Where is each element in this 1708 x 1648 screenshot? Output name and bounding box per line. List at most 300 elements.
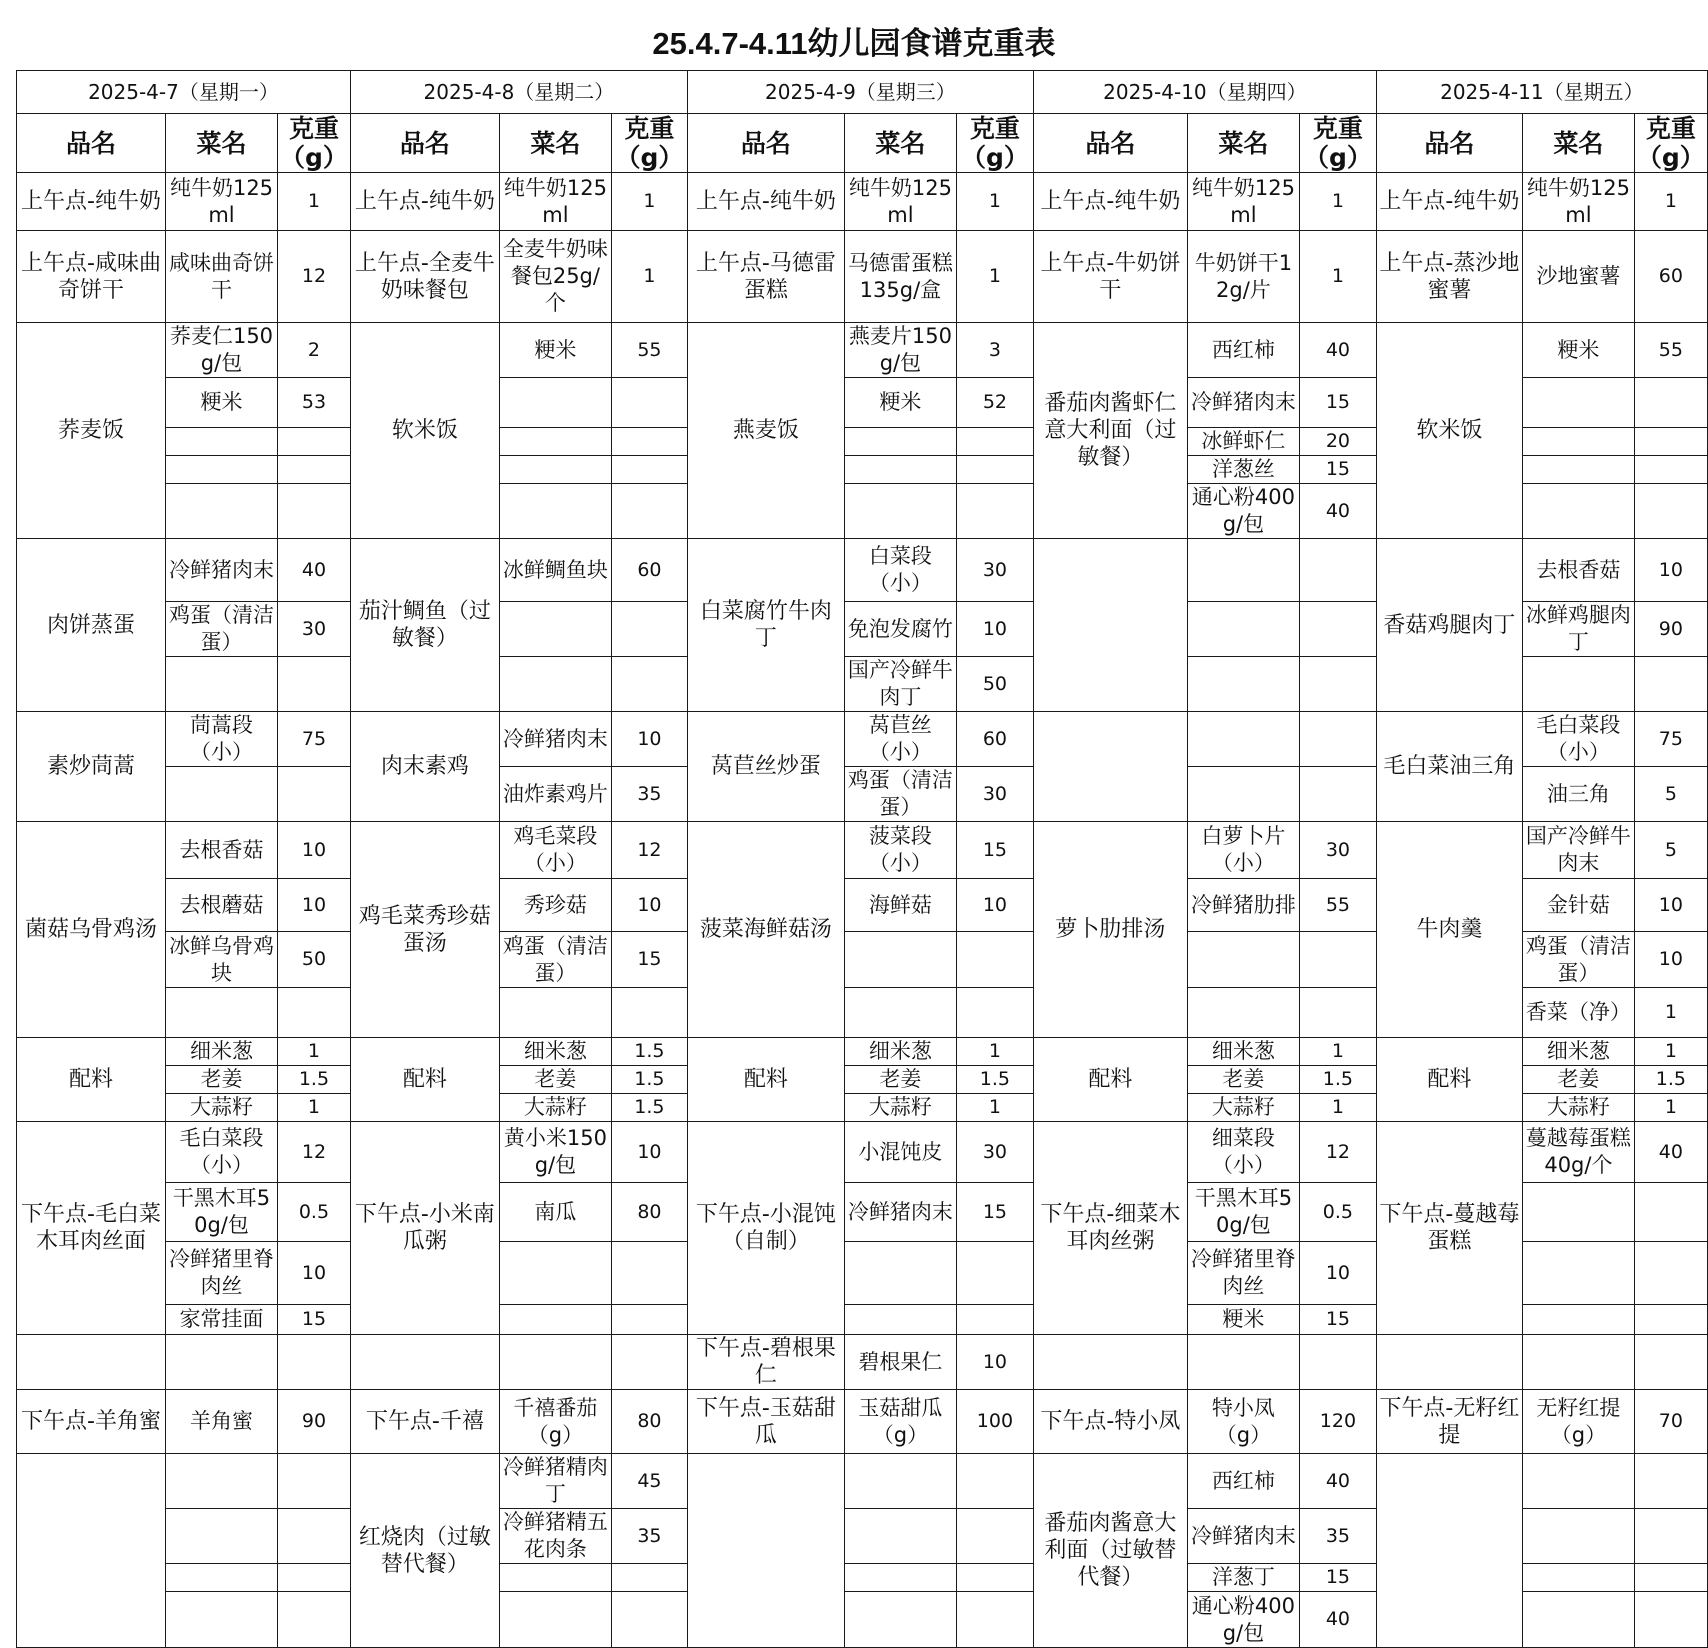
dish-name-cell [166,767,278,822]
dish-name-cell: 细米葱 [844,1038,956,1066]
dish-name-cell [499,1335,611,1390]
weight-cell: 10 [611,879,687,932]
dish-name-cell: 通心粉400g/包 [1187,484,1299,539]
weight-cell: 1 [1299,231,1376,323]
dish-name-cell: 老姜 [1187,1066,1299,1094]
item-name-cell [1376,1454,1522,1648]
weight-cell: 0.5 [278,1183,351,1242]
weight-cell: 1.5 [611,1094,687,1122]
weight-cell: 80 [611,1183,687,1242]
weight-cell: 10 [956,602,1033,657]
item-name-cell: 上午点-纯牛奶 [17,173,166,231]
dish-name-cell [1187,1335,1299,1390]
dish-name-cell: 冰鲜虾仁 [1187,428,1299,456]
col-header-weight: 克重（g） [956,114,1033,173]
item-name-cell [17,1335,166,1390]
dish-name-cell [499,378,611,428]
weight-cell [956,988,1033,1038]
dish-name-cell: 细米葱 [166,1038,278,1066]
weight-cell: 30 [956,1122,1033,1183]
weight-cell [1299,539,1376,602]
dish-name-cell: 老姜 [844,1066,956,1094]
dish-name-cell: 粳米 [1522,323,1634,378]
weight-cell: 30 [1299,822,1376,879]
dish-name-cell: 香菜（净） [1522,988,1634,1038]
dish-name-cell: 白菜段（小） [844,539,956,602]
col-header-item-name: 品名 [1033,114,1187,173]
dish-name-cell: 免泡发腐竹 [844,602,956,657]
item-name-cell: 番茄肉酱意大利面（过敏替代餐） [1033,1454,1187,1648]
dish-name-cell: 冷鲜猪肉末 [844,1183,956,1242]
item-name-cell: 下午点-玉菇甜瓜 [687,1390,844,1454]
dish-name-cell: 冷鲜猪里脊肉丝 [166,1242,278,1305]
dish-name-cell: 冷鲜猪肉末 [166,539,278,602]
day-header: 2025-4-11（星期五） [1376,71,1707,114]
item-name-cell: 配料 [687,1038,844,1122]
weight-cell: 60 [611,539,687,602]
weight-cell: 1 [1634,1038,1707,1066]
weight-cell [956,456,1033,484]
dish-name-cell: 纯牛奶125ml [1522,173,1634,231]
col-header-item-name: 品名 [687,114,844,173]
dish-name-cell [166,1335,278,1390]
weight-cell [278,484,351,539]
weight-cell: 10 [611,1122,687,1183]
weight-cell [956,484,1033,539]
dish-name-cell [844,484,956,539]
dish-name-cell: 细米葱 [1522,1038,1634,1066]
dish-name-cell [499,602,611,657]
weight-cell: 15 [1299,456,1376,484]
weight-cell: 120 [1299,1390,1376,1454]
weight-cell [1634,1454,1707,1509]
item-name-cell: 软米饭 [1376,323,1522,539]
weight-cell [611,1242,687,1305]
item-name-cell: 白菜腐竹牛肉丁 [687,539,844,712]
dish-name-cell: 老姜 [1522,1066,1634,1094]
weight-cell: 75 [278,712,351,767]
dish-name-cell: 国产冷鲜牛肉丁 [844,657,956,712]
dish-name-cell: 纯牛奶125ml [844,173,956,231]
dish-name-cell: 去根香菇 [1522,539,1634,602]
weight-cell: 35 [1299,1509,1376,1564]
weight-cell: 1 [278,173,351,231]
item-name-cell: 上午点-牛奶饼干 [1033,231,1187,323]
item-name-cell: 配料 [350,1038,499,1122]
dish-name-cell: 冷鲜猪里脊肉丝 [1187,1242,1299,1305]
item-name-cell [687,1454,844,1648]
weight-cell [611,657,687,712]
weight-cell [956,1305,1033,1335]
item-name-cell: 上午点-纯牛奶 [350,173,499,231]
dish-name-cell [844,932,956,988]
dish-name-cell [499,1305,611,1335]
dish-name-cell: 去根蘑菇 [166,879,278,932]
page-title: 25.4.7-4.11幼儿园食谱克重表 [652,26,1056,61]
dish-name-cell [1522,657,1634,712]
item-name-cell: 上午点-马德雷蛋糕 [687,231,844,323]
col-header-dish-name: 菜名 [844,114,956,173]
weight-cell [1634,484,1707,539]
dish-name-cell: 纯牛奶125ml [166,173,278,231]
weight-cell [1299,767,1376,822]
col-header-weight: 克重（g） [1634,114,1707,173]
weight-cell: 80 [611,1390,687,1454]
dish-name-cell: 冰鲜鲷鱼块 [499,539,611,602]
weight-cell: 50 [278,932,351,988]
dish-name-cell: 荞麦仁150g/包 [166,323,278,378]
weight-cell [1299,602,1376,657]
weight-cell [611,602,687,657]
dish-name-cell: 毛白菜段（小） [166,1122,278,1183]
dish-name-cell: 燕麦片150g/包 [844,323,956,378]
weight-cell [278,1564,351,1592]
item-name-cell: 荞麦饭 [17,323,166,539]
dish-name-cell: 菠菜段（小） [844,822,956,879]
weight-cell [278,1454,351,1509]
dish-name-cell: 咸味曲奇饼干 [166,231,278,323]
dish-name-cell: 去根香菇 [166,822,278,879]
dish-name-cell: 毛白菜段（小） [1522,712,1634,767]
dish-name-cell [1522,456,1634,484]
item-name-cell: 下午点-毛白菜木耳肉丝面 [17,1122,166,1335]
dish-name-cell: 洋葱丁 [1187,1564,1299,1592]
weight-cell: 1.5 [956,1066,1033,1094]
weight-cell: 50 [956,657,1033,712]
item-name-cell: 上午点-全麦牛奶味餐包 [350,231,499,323]
dish-name-cell [1187,767,1299,822]
dish-name-cell: 老姜 [166,1066,278,1094]
weight-cell: 0.5 [1299,1183,1376,1242]
weight-cell: 1 [1299,1038,1376,1066]
dish-name-cell: 玉菇甜瓜（g） [844,1390,956,1454]
dish-name-cell: 特小凤（g） [1187,1390,1299,1454]
weight-cell: 12 [278,231,351,323]
weight-cell [1634,428,1707,456]
weight-cell [956,1564,1033,1592]
weight-cell: 1.5 [278,1066,351,1094]
weight-cell: 55 [1634,323,1707,378]
weight-cell: 15 [1299,378,1376,428]
dish-name-cell [499,657,611,712]
dish-name-cell [1522,484,1634,539]
menu-weight-table [16,70,1708,1648]
weight-cell: 60 [956,712,1033,767]
dish-name-cell [166,657,278,712]
dish-name-cell [1522,1183,1634,1242]
weight-cell: 1 [611,231,687,323]
weight-cell: 15 [1299,1564,1376,1592]
dish-name-cell: 蔓越莓蛋糕40g/个 [1522,1122,1634,1183]
weight-cell: 100 [956,1390,1033,1454]
weight-cell: 40 [1299,1592,1376,1648]
weight-cell: 10 [956,879,1033,932]
day-header: 2025-4-8（星期二） [350,71,687,114]
item-name-cell: 配料 [1376,1038,1522,1122]
dish-name-cell: 细米葱 [499,1038,611,1066]
weight-cell [956,1509,1033,1564]
weight-cell: 2 [278,323,351,378]
dish-name-cell: 小混饨皮 [844,1122,956,1183]
weight-cell: 10 [1299,1242,1376,1305]
item-name-cell: 肉饼蒸蛋 [17,539,166,712]
weight-cell [1299,1335,1376,1390]
dish-name-cell: 牛奶饼干12g/片 [1187,231,1299,323]
weight-cell [1634,1183,1707,1242]
dish-name-cell: 干黑木耳50g/包 [1187,1183,1299,1242]
weight-cell: 3 [956,323,1033,378]
weight-cell [278,456,351,484]
weight-cell [611,988,687,1038]
dish-name-cell [1187,988,1299,1038]
weight-cell [611,1592,687,1648]
weight-cell: 1 [1634,988,1707,1038]
dish-name-cell: 鸡蛋（清洁蛋） [844,767,956,822]
weight-cell [1634,1509,1707,1564]
weight-cell: 10 [956,1335,1033,1390]
weight-cell: 60 [1634,231,1707,323]
dish-name-cell [499,988,611,1038]
weight-cell: 1 [611,173,687,231]
weight-cell: 40 [1299,484,1376,539]
dish-name-cell: 海鲜菇 [844,879,956,932]
weight-cell: 1 [956,1094,1033,1122]
weight-cell [611,484,687,539]
weight-cell: 10 [611,712,687,767]
item-name-cell: 上午点-蒸沙地蜜薯 [1376,231,1522,323]
weight-cell: 52 [956,378,1033,428]
item-name-cell: 毛白菜油三角 [1376,712,1522,822]
weight-cell: 10 [1634,539,1707,602]
dish-name-cell [1522,1592,1634,1648]
dish-name-cell: 鸡蛋（清洁蛋） [499,932,611,988]
dish-name-cell: 南瓜 [499,1183,611,1242]
dish-name-cell: 粳米 [166,378,278,428]
dish-name-cell [844,428,956,456]
item-name-cell: 配料 [1033,1038,1187,1122]
weight-cell: 5 [1634,822,1707,879]
weight-cell [611,378,687,428]
item-name-cell [350,1335,499,1390]
dish-name-cell: 全麦牛奶味餐包25g/个 [499,231,611,323]
dish-name-cell: 通心粉400g/包 [1187,1592,1299,1648]
item-name-cell: 茄汁鲷鱼（过敏餐） [350,539,499,712]
weight-cell [611,456,687,484]
weight-cell: 1 [1299,1094,1376,1122]
weight-cell: 1.5 [1299,1066,1376,1094]
item-name-cell: 下午点-碧根果仁 [687,1335,844,1390]
weight-cell: 12 [278,1122,351,1183]
weight-cell [278,1509,351,1564]
col-header-dish-name: 菜名 [499,114,611,173]
weight-cell: 15 [1299,1305,1376,1335]
weight-cell: 1 [278,1038,351,1066]
item-name-cell: 下午点-蔓越莓蛋糕 [1376,1122,1522,1335]
dish-name-cell: 洋葱丝 [1187,456,1299,484]
item-name-cell: 牛肉羹 [1376,822,1522,1038]
item-name-cell: 配料 [17,1038,166,1122]
dish-name-cell: 西红柿 [1187,1454,1299,1509]
weight-cell: 30 [956,767,1033,822]
weight-cell [956,1454,1033,1509]
col-header-item-name: 品名 [1376,114,1522,173]
dish-name-cell [844,1305,956,1335]
weight-cell: 40 [1299,323,1376,378]
dish-name-cell: 无籽红提（g） [1522,1390,1634,1454]
dish-name-cell: 碧根果仁 [844,1335,956,1390]
dish-name-cell [166,988,278,1038]
weight-cell: 1 [278,1094,351,1122]
dish-name-cell: 老姜 [499,1066,611,1094]
weight-cell [1634,1335,1707,1390]
weight-cell: 30 [278,602,351,657]
weight-cell: 10 [278,822,351,879]
dish-name-cell [844,1564,956,1592]
dish-name-cell [1522,1335,1634,1390]
item-name-cell: 番茄肉酱虾仁意大利面（过敏餐） [1033,323,1187,539]
item-name-cell: 萝卜肋排汤 [1033,822,1187,1038]
dish-name-cell [1522,1454,1634,1509]
item-name-cell [1376,1335,1522,1390]
weight-cell: 15 [611,932,687,988]
weight-cell: 1.5 [611,1038,687,1066]
weight-cell [611,1305,687,1335]
dish-name-cell: 纯牛奶125ml [499,173,611,231]
weight-cell: 15 [278,1305,351,1335]
weight-cell: 35 [611,1509,687,1564]
dish-name-cell [1522,1242,1634,1305]
weight-cell [956,1242,1033,1305]
weight-cell: 5 [1634,767,1707,822]
dish-name-cell [844,1592,956,1648]
weight-cell: 35 [611,767,687,822]
item-name-cell: 下午点-羊角蜜 [17,1390,166,1454]
dish-name-cell: 油炸素鸡片 [499,767,611,822]
dish-name-cell [844,1242,956,1305]
col-header-weight: 克重（g） [1299,114,1376,173]
col-header-dish-name: 菜名 [166,114,278,173]
item-name-cell: 鸡毛菜秀珍菇蛋汤 [350,822,499,1038]
dish-name-cell: 冰鲜乌骨鸡块 [166,932,278,988]
dish-name-cell: 沙地蜜薯 [1522,231,1634,323]
weight-cell: 55 [1299,879,1376,932]
dish-name-cell [166,1564,278,1592]
weight-cell: 90 [278,1390,351,1454]
item-name-cell: 香菇鸡腿肉丁 [1376,539,1522,712]
item-name-cell: 下午点-小米南瓜粥 [350,1122,499,1335]
item-name-cell: 素炒茼蒿 [17,712,166,822]
dish-name-cell [1522,1564,1634,1592]
dish-name-cell: 大蒜籽 [1522,1094,1634,1122]
weight-cell: 90 [1634,602,1707,657]
weight-cell [1634,378,1707,428]
weight-cell [956,428,1033,456]
item-name-cell: 下午点-细菜木耳肉丝粥 [1033,1122,1187,1335]
dish-name-cell: 鸡蛋（清洁蛋） [1522,932,1634,988]
dish-name-cell [1522,1305,1634,1335]
weight-cell [1634,456,1707,484]
item-name-cell: 莴苣丝炒蛋 [687,712,844,822]
dish-name-cell: 秀珍菇 [499,879,611,932]
dish-name-cell: 油三角 [1522,767,1634,822]
dish-name-cell: 冷鲜猪精五花肉条 [499,1509,611,1564]
weight-cell: 70 [1634,1390,1707,1454]
item-name-cell: 上午点-纯牛奶 [1376,173,1522,231]
dish-name-cell: 国产冷鲜牛肉末 [1522,822,1634,879]
weight-cell: 1 [956,231,1033,323]
dish-name-cell [844,988,956,1038]
day-header: 2025-4-9（星期三） [687,71,1033,114]
day-header: 2025-4-10（星期四） [1033,71,1376,114]
dish-name-cell [166,428,278,456]
weight-cell: 30 [956,539,1033,602]
weight-cell [278,657,351,712]
col-header-item-name: 品名 [17,114,166,173]
weight-cell [1634,1592,1707,1648]
weight-cell [1634,1564,1707,1592]
dish-name-cell: 大蒜籽 [1187,1094,1299,1122]
item-name-cell: 下午点-特小凤 [1033,1390,1187,1454]
dish-name-cell: 粳米 [499,323,611,378]
item-name-cell: 菠菜海鲜菇汤 [687,822,844,1038]
col-header-item-name: 品名 [350,114,499,173]
dish-name-cell: 细米葱 [1187,1038,1299,1066]
dish-name-cell: 鸡毛菜段（小） [499,822,611,879]
dish-name-cell: 冰鲜鸡腿肉丁 [1522,602,1634,657]
item-name-cell [1033,539,1187,712]
item-name-cell: 下午点-千禧 [350,1390,499,1454]
weight-cell: 53 [278,378,351,428]
weight-cell [278,1592,351,1648]
dish-name-cell: 粳米 [1187,1305,1299,1335]
dish-name-cell [499,1564,611,1592]
dish-name-cell: 西红柿 [1187,323,1299,378]
dish-name-cell: 黄小米150g/包 [499,1122,611,1183]
dish-name-cell: 莴苣丝（小） [844,712,956,767]
dish-name-cell [499,484,611,539]
dish-name-cell [1187,932,1299,988]
col-header-dish-name: 菜名 [1522,114,1634,173]
weight-cell [1299,657,1376,712]
weight-cell [1634,1305,1707,1335]
dish-name-cell [499,428,611,456]
dish-name-cell [166,484,278,539]
dish-name-cell: 冷鲜猪肋排 [1187,879,1299,932]
dish-name-cell: 纯牛奶125ml [1187,173,1299,231]
dish-name-cell [1187,712,1299,767]
item-name-cell: 燕麦饭 [687,323,844,539]
weight-cell: 12 [611,822,687,879]
dish-name-cell [499,456,611,484]
weight-cell: 10 [1634,879,1707,932]
dish-name-cell [1522,378,1634,428]
weight-cell: 1.5 [611,1066,687,1094]
dish-name-cell: 大蒜籽 [499,1094,611,1122]
dish-name-cell [1187,602,1299,657]
weight-cell: 1.5 [1634,1066,1707,1094]
weight-cell: 10 [1634,932,1707,988]
dish-name-cell: 千禧番茄（g） [499,1390,611,1454]
item-name-cell [17,1454,166,1648]
weight-cell [611,1335,687,1390]
weight-cell: 75 [1634,712,1707,767]
weight-cell: 12 [1299,1122,1376,1183]
weight-cell: 40 [1299,1454,1376,1509]
item-name-cell [1033,1335,1187,1390]
dish-name-cell [166,1592,278,1648]
dish-name-cell: 茼蒿段（小） [166,712,278,767]
col-header-weight: 克重（g） [278,114,351,173]
